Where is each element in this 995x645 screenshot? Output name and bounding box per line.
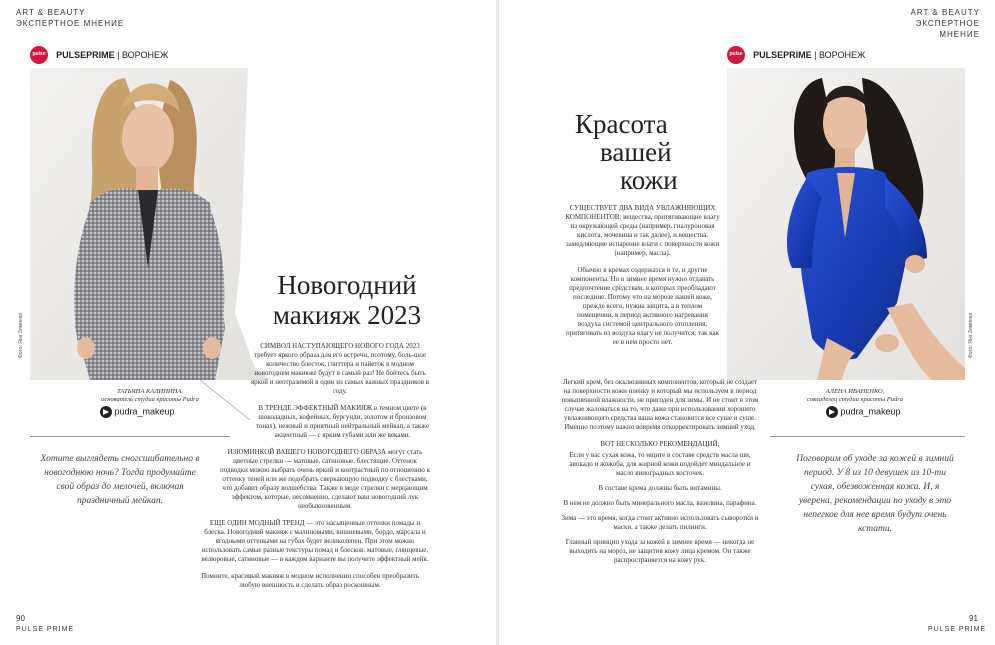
right-pull-quote: Поговорим об уходе за кожей в зимний период. У 8 из 10 девушек из 10-ти сухая, обезвоженная кожа. И, я уверена, рекомендации по уходу в это непегкое для нее время будут очень кстати. xyxy=(796,454,954,534)
left-instagram[interactable] xyxy=(100,406,175,418)
left-paragraph: В ТРЕНДЕ ЭФФЕКТНЫЙ МАКИЯЖ в темном цвете (в шоколадных, кофейных, бургунди, золотом и бронзовом тонах), нежный и приятный нейтральный мейкап, а также акцентный — с ярким губами или же веками. xyxy=(255,404,430,439)
right-photo-credit: Фото: Яна Зиминер xyxy=(968,312,974,358)
right-article-body xyxy=(565,204,720,355)
left-section-label: ART & BEAUTY xyxy=(16,8,86,17)
left-photo-credit: Фото: Яна Зиминер xyxy=(18,312,24,358)
right-paragraph: СУЩЕСТВУЕТ ДВА ВИДА УВЛАЖНЯЮЩИХ КОМПОНЕНТОВ: вещества, притягивающие влагу из окружающей среды (например, гиалуроновая кислота, мочевина и так далее), и вещества, замедляющие испарение влаги с поверхности кожи (например, масла). xyxy=(565,204,720,257)
spread-spine xyxy=(496,0,499,645)
right-article-title xyxy=(560,110,690,194)
left-footer: PULSE PRIME xyxy=(16,626,75,633)
right-section-label: ART & BEAUTY xyxy=(910,8,980,17)
left-instagram-handle: pudra_makeup xyxy=(114,406,175,417)
right-rec-title: ВОТ НЕСКОЛЬКО РЕКОМЕНДАЦИЙ: xyxy=(600,440,720,448)
left-caption-role: основатель студии красоты Pudra xyxy=(101,396,199,403)
send-icon xyxy=(100,406,112,418)
right-brand-name: PULSEPRIME xyxy=(753,49,812,60)
right-caption-role: совладелец студии красоты Pudra xyxy=(807,396,903,403)
right-title-line2: вашей xyxy=(600,137,672,167)
left-article-body xyxy=(190,342,430,590)
left-page-number: 90 xyxy=(16,614,25,623)
right-title-line3: кожи xyxy=(620,165,678,195)
left-caption-name: ТАТЬЯНА КАЛИНИНА, xyxy=(117,388,183,395)
right-paragraph: Обычно в кремах содержатся и те, и другие компоненты. Но в зимнее время нужно отдавать предпочтение средствам, в которых преобладают последние. Потому что на морозе нашей коже, прежде всего, нужна защита, а в теплом помещении, в период активного нагревания воздуха системой центрального отопления, притягивать из воздуха влагу не получится, так как ее в нем просто нет. xyxy=(565,266,720,346)
right-instagram[interactable] xyxy=(826,406,901,418)
right-portrait-photo xyxy=(727,68,965,380)
left-title-line2: макияж 2023 xyxy=(272,300,422,330)
right-rec-item: В составе крема должны быть витамины. xyxy=(598,484,722,492)
right-section-sub: ЭКСПЕРТНОЕ МНЕНИЕ xyxy=(915,19,980,39)
right-rec-item: Главный принцип ухода за кожей в зимнее время — никогда не выходить на мороз, не защитив кожу лица кремом. Он также распространяется на кожу рук. xyxy=(565,538,755,564)
left-brand-name: PULSEPRIME xyxy=(56,49,115,60)
right-header xyxy=(880,7,980,40)
right-footer: PULSE PRIME xyxy=(928,626,987,633)
left-title-line1: Новогодний xyxy=(277,270,417,300)
right-brand-city: ВОРОНЕЖ xyxy=(818,49,866,60)
right-rec-item: Зима — это время, когда стоит активно использовать сыворотки и маски, а также делать пилинги. xyxy=(561,514,759,531)
send-icon xyxy=(826,406,838,418)
right-brand: pulse PULSEPRIME | ВОРОНЕЖ xyxy=(727,44,865,64)
left-brand-city: ВОРОНЕЖ xyxy=(121,49,169,60)
left-paragraph: ЕЩЕ ОДИН МОДНЫЙ ТРЕНД — это насыщенные оттенки помады и блеска. Новогодний макияж с малиновыми, вишневыми, бордо, марсала и ягодными оттенками на губах будет великолепен. При этом можно использовать самые разные текстуры помад и блесков: матовые, глянцевые, велюровые, сатиновые — в каждом варианте вы получите эффектный мейк. xyxy=(201,519,429,563)
left-pull-quote: Хотите выглядеть сногсшибательно в новогоднюю ночь? Тогда продумайте свой образ до мелочей, включая праздничный мейкап. xyxy=(40,454,200,506)
right-title-line1: Красота xyxy=(575,109,668,139)
left-paragraph: СИМВОЛ НАСТУПАЮЩЕГО НОВОГО ГОДА 2023 требует яркого образа для его встречи, поэтому, боль-шое количество блесток, глиттера и пайеток в модном новогоднем макияже будут в самый раз! Не бойтесь быть яркой и неотразимой в один из самых важных праздников в году. xyxy=(250,342,430,395)
right-divider xyxy=(770,436,965,437)
left-header xyxy=(16,7,124,29)
left-section-sub: ЭКСПЕРТНОЕ МНЕНИЕ xyxy=(16,19,125,28)
right-instagram-handle: pudra_makeup xyxy=(840,406,901,417)
left-brand: pulse PULSEPRIME | ВОРОНЕЖ xyxy=(30,44,168,64)
left-article-title xyxy=(262,270,432,330)
right-article-body-2 xyxy=(560,378,760,565)
right-page-number: 91 xyxy=(969,614,978,623)
right-paragraph: Легкий крем, без окклюзивных компонентов, который не создает на поверхности кожи пленку и который мы используем в период повышенной влажности, не пригоден для зимы. И не стоит в этом случае жаловаться на то, что даже при использовании хорошего увлажняющего средства ваша кожа становится все суше и суше. Именно поэтому важно вовремя откорректировать зимний уход. xyxy=(561,378,759,431)
left-paragraph: Помните, красивый макияж в модном исполнении способен преобразить любую внешность и сделать образ роскошным. xyxy=(201,572,419,589)
left-paragraph: ИЗЮМИНКОЙ ВАШЕГО НОВОГОДНЕГО ОБРАЗА могут стать цветные стрелки — матовые, сатиновые, блестящие. Оттенок подводки можно выбрать очень яркий и контрастный по отношению к оттенку теней или же подобрать сверкающую подводку с блестками, что добавит образу волшебства. Также в моде стрелки с мерцающим эффектом, которые, несомненно, сделают ваш новогодний лук необыкновенным. xyxy=(220,448,430,510)
pulse-logo-icon: pulse xyxy=(30,46,48,64)
right-caption-name: АЛЕНА ИВАНЕНКО, xyxy=(825,388,885,395)
left-portrait-photo xyxy=(30,68,270,380)
right-rec-item: В нем не должно быть минерального масла, вазелина, парафина. xyxy=(563,499,757,507)
right-caption xyxy=(785,388,925,404)
pulse-logo-icon: pulse xyxy=(727,46,745,64)
right-rec-item: Если у вас сухая кожа, то ищите в составе средств масла ши, авокадо и жожоба, для жирной кожи подойдет миндальное и масло виноградных косточек. xyxy=(569,451,751,477)
